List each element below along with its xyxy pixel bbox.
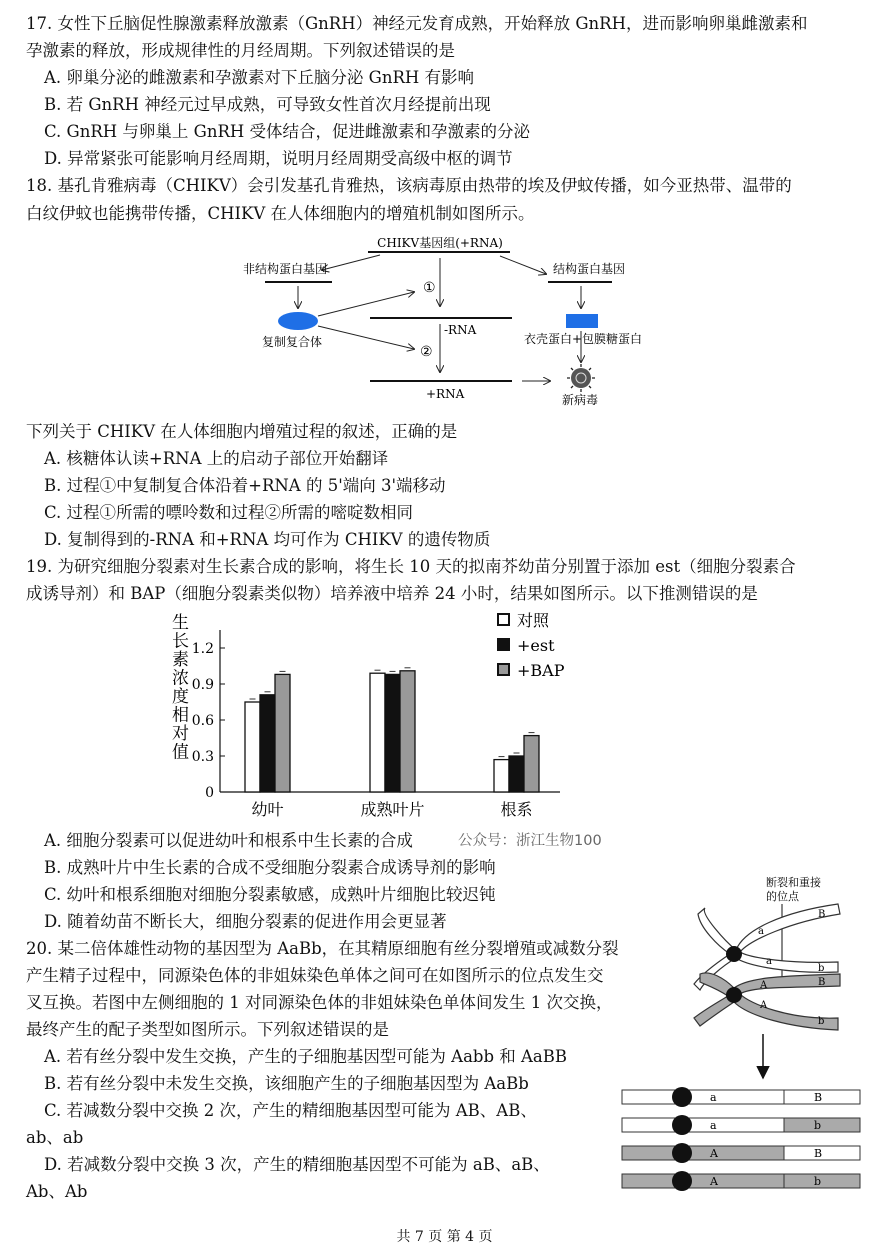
breakpoint-label-line2: 的位点 xyxy=(766,890,799,903)
new-virus-label: 新病毒 xyxy=(562,393,599,407)
label-a-upper2: a xyxy=(766,956,772,967)
gamete-left-allele: a xyxy=(710,1119,717,1132)
q20-option-b: B. 若有丝分裂中未发生交换，该细胞产生的子细胞基因型为 AaBb xyxy=(44,1074,529,1093)
gamete-centromere xyxy=(672,1115,692,1135)
crossover-figure xyxy=(600,870,880,1200)
q17-stem-line2: 孕激素的释放，形成规律性的月经周期。下列叙述错误的是 xyxy=(26,41,455,60)
x-category-label: 成熟叶片 xyxy=(360,800,425,819)
proteins-label: 衣壳蛋白+包膜糖蛋白 xyxy=(524,332,643,346)
label-B-upper: B xyxy=(818,909,826,920)
legend-swatch xyxy=(498,639,509,650)
bar-对照-根系 xyxy=(494,760,509,792)
y-label-char: 生 xyxy=(172,613,189,633)
y-label-char: 值 xyxy=(172,742,189,763)
x-category-label: 根系 xyxy=(500,800,533,819)
gamete-left-segment xyxy=(622,1090,784,1104)
bar-对照-成熟叶片 xyxy=(370,673,385,792)
legend-label: 对照 xyxy=(517,611,550,630)
gamete-centromere xyxy=(672,1171,692,1191)
bar-+est-成熟叶片 xyxy=(385,674,400,792)
x-axis-categories xyxy=(251,800,532,819)
y-tick-label: 0 xyxy=(205,785,214,801)
q20-stem-line1: 20. 某二倍体雄性动物的基因型为 AaBb，在其精原细胞有丝分裂增殖或减数分裂 xyxy=(26,939,619,958)
q17-stem-line1: 17. 女性下丘脑促性腺激素释放激素（GnRH）神经元发育成熟，开始释放 GnRH，进而影响卵巢雌激素和 xyxy=(26,14,808,33)
legend-swatch xyxy=(498,664,509,675)
gamete-left-allele: a xyxy=(710,1091,717,1104)
y-tick-label: 0.3 xyxy=(191,749,214,765)
gamete-right-allele: B xyxy=(814,1091,823,1104)
genome-label: CHIKV基因组(+RNA) xyxy=(377,236,503,250)
q19-option-b: B. 成熟叶片中生长素的合成不受细胞分裂素合成诱导剂的影响 xyxy=(44,858,496,877)
q18-stem-line3: 下列关于 CHIKV 在人体细胞内增殖过程的叙述，正确的是 xyxy=(26,422,458,441)
q20-option-d-line2: Ab、Ab xyxy=(26,1182,88,1201)
page-footer: 共 7 页 第 4 页 xyxy=(396,1229,493,1245)
bar-+BAP-根系 xyxy=(524,736,539,792)
q18-option-a: A. 核糖体认读+RNA 上的启动子部位开始翻译 xyxy=(44,449,389,468)
q19-stem-line2: 成诱导剂）和 BAP（细胞分裂素类似物）培养液中培养 24 小时，结果如图所示。以下推测错误的是 xyxy=(26,584,758,603)
gamete-left-segment xyxy=(622,1174,784,1188)
q18-option-c: C. 过程①所需的嘌呤数和过程②所需的嘧啶数相同 xyxy=(44,503,414,522)
gamete-right-allele: B xyxy=(814,1147,823,1160)
y-label-char: 度 xyxy=(172,687,189,707)
q20-option-c-line1: C. 若减数分裂中交换 2 次，产生的精细胞基因型可能为 AB、AB、 xyxy=(44,1101,537,1120)
q19-option-c: C. 幼叶和根系细胞对细胞分裂素敏感，成熟叶片细胞比较迟钝 xyxy=(44,885,496,904)
lower-chromosome xyxy=(694,973,840,1030)
nonstruct-gene-label: 非结构蛋白基因 xyxy=(243,262,328,276)
label-A-lower2: A xyxy=(760,1000,768,1011)
bar-+est-幼叶 xyxy=(260,695,275,792)
label-b-upper: b xyxy=(818,963,825,974)
q20-stem-line2: 产生精子过程中，同源染色体的非姐妹染色单体之间可在如图所示的位点发生交 xyxy=(26,966,604,985)
bar-+est-根系 xyxy=(509,756,524,792)
minus-rna-label: -RNA xyxy=(444,323,477,337)
q20-option-a: A. 若有丝分裂中发生交换，产生的子细胞基因型可能为 Aabb 和 AaBB xyxy=(44,1047,568,1066)
y-label-char: 对 xyxy=(172,724,189,744)
gamete-right-allele: b xyxy=(814,1175,822,1188)
q20-option-d-line1: D. 若减数分裂中交换 3 次，产生的精细胞基因型不可能为 aB、aB、 xyxy=(44,1155,550,1174)
q20-stem-line4: 最终产生的配子类型如图所示。下列叙述错误的是 xyxy=(26,1020,389,1039)
legend-label: +est xyxy=(517,636,555,655)
step2-marker: ② xyxy=(420,344,433,360)
gamete-centromere xyxy=(672,1087,692,1107)
complex-label: 复制复合体 xyxy=(262,335,323,349)
q18-stem-line1: 18. 基孔肯雅病毒（CHIKV）会引发基孔肯雅热，该病毒原由热带的埃及伊蚊传播，如今亚热带、温带的 xyxy=(26,176,792,195)
legend-swatch xyxy=(498,614,509,625)
q17-option-d: D. 异常紧张可能影响月经周期，说明月经周期受高级中枢的调节 xyxy=(44,149,513,168)
label-a-upper1: a xyxy=(758,926,764,937)
gamete-centromere xyxy=(672,1143,692,1163)
bars xyxy=(245,668,539,792)
gamete-chromosomes xyxy=(622,1087,860,1191)
breakpoint-label-line1: 断裂和重接 xyxy=(766,876,821,889)
gamete-left-allele: A xyxy=(710,1147,718,1160)
y-label-char: 长 xyxy=(172,631,189,652)
struct-gene-label: 结构蛋白基因 xyxy=(553,262,626,276)
q17-option-c: C. GnRH 与卵巢上 GnRH 受体结合，促进雌激素和孕激素的分泌 xyxy=(44,122,531,141)
gamete-left-segment xyxy=(622,1118,784,1132)
gamete-right-allele: b xyxy=(814,1119,822,1132)
y-label-char: 浓 xyxy=(172,668,189,689)
y-tick-label: 0.9 xyxy=(191,677,214,693)
bar-+BAP-成熟叶片 xyxy=(400,671,415,792)
chart-legend xyxy=(498,611,565,680)
y-label-char: 素 xyxy=(172,650,189,670)
label-B-lower: B xyxy=(818,977,826,988)
y-tick-label: 0.6 xyxy=(191,713,214,729)
y-label-char: 相 xyxy=(172,705,189,726)
legend-label: +BAP xyxy=(517,661,565,680)
gamete-left-segment xyxy=(622,1146,784,1160)
y-axis-label xyxy=(172,613,189,763)
gamete-right-segment xyxy=(784,1174,860,1188)
gamete-left-allele: A xyxy=(710,1175,718,1188)
bar-+BAP-幼叶 xyxy=(275,674,290,792)
q19-option-a: A. 细胞分裂素可以促进幼叶和根系中生长素的合成 xyxy=(44,831,413,850)
plus-rna-label: +RNA xyxy=(426,387,465,401)
y-tick-label: 1.2 xyxy=(191,641,214,657)
watermark: 公众号：浙江生物100 xyxy=(458,833,602,849)
q19-stem-line1: 19. 为研究细胞分裂素对生长素合成的影响，将生长 10 天的拟南芥幼苗分别置于添加 est（细胞分裂素合 xyxy=(26,557,796,576)
q18-option-d: D. 复制得到的-RNA 和+RNA 均可作为 CHIKV 的遗传物质 xyxy=(44,530,491,549)
gamete-right-segment xyxy=(784,1118,860,1132)
bar-对照-幼叶 xyxy=(245,702,260,792)
q17-option-b: B. 若 GnRH 神经元过早成熟，可导致女性首次月经提前出现 xyxy=(44,95,491,114)
label-b-lower: b xyxy=(818,1016,825,1027)
q17-option-a: A. 卵巢分泌的雌激素和孕激素对下丘脑分泌 GnRH 有影响 xyxy=(44,68,475,87)
q20-stem-line3: 叉互换。若图中左侧细胞的 1 对同源染色体的非姐妹染色单体间发生 1 次交换， xyxy=(26,993,613,1012)
q20-option-c-line2: ab、ab xyxy=(26,1128,84,1147)
q19-option-d: D. 随着幼苗不断长大，细胞分裂素的促进作用会更显著 xyxy=(44,912,447,931)
label-A-lower1: A xyxy=(760,980,768,991)
q18-option-b: B. 过程①中复制复合体沿着+RNA 的 5'端向 3'端移动 xyxy=(44,476,446,495)
q18-stem-line2: 白纹伊蚊也能携带传播，CHIKV 在人体细胞内的增殖机制如图所示。 xyxy=(26,204,535,223)
step1-marker: ① xyxy=(423,280,436,296)
x-category-label: 幼叶 xyxy=(251,800,284,819)
